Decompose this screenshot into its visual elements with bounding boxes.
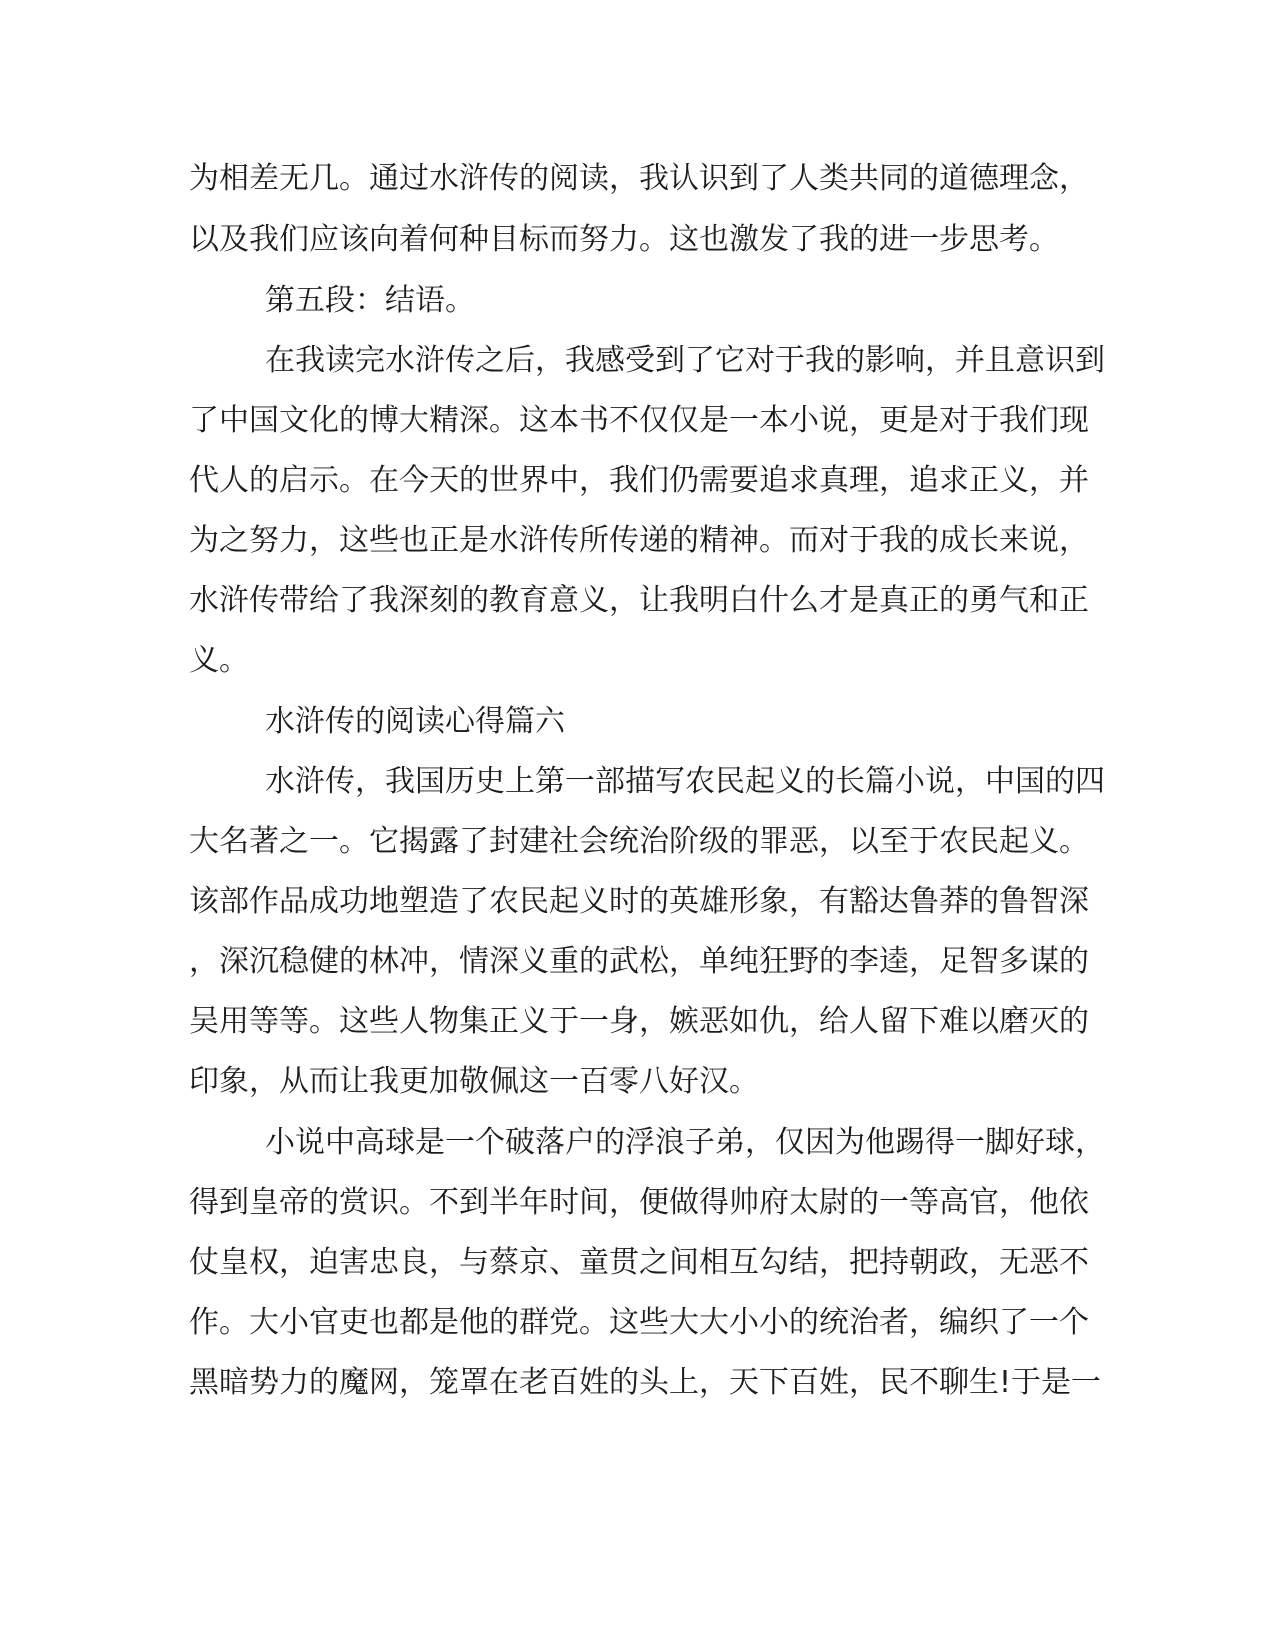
paragraph-line: 水浒传带给了我深刻的教育意义，让我明白什么才是真正的勇气和正 (189, 583, 1089, 618)
paragraph-line: 吴用等等。这些人物集正义于一身，嫉恶如仇，给人留下难以磨灭的 (189, 1004, 1089, 1039)
paragraph-line: 了中国文化的博大精深。这本书不仅仅是一本小说，更是对于我们现 (189, 403, 1089, 438)
paragraph-line: 为之努力，这些也正是水浒传所传递的精神。而对于我的成长来说， (189, 523, 1089, 558)
paragraph-line: 在我读完水浒传之后，我感受到了它对于我的影响，并且意识到 (265, 343, 1105, 378)
paragraph-line: 作。大小官吏也都是他的群党。这些大大小小的统治者，编织了一个 (189, 1305, 1089, 1340)
article-title: 水浒传的阅读心得篇六 (265, 704, 565, 739)
paragraph-line: 大名著之一。它揭露了封建社会统治阶级的罪恶，以至于农民起义。 (189, 824, 1089, 859)
paragraph-line: 义。 (189, 643, 249, 678)
paragraph-line: 为相差无几。通过水浒传的阅读，我认识到了人类共同的道德理念， (189, 161, 1089, 196)
paragraph-line: ，深沉稳健的林冲，情深义重的武松，单纯狂野的李逵，足智多谋的 (189, 944, 1089, 979)
paragraph-line: 印象，从而让我更加敬佩这一百零八好汉。 (189, 1064, 759, 1099)
paragraph-line: 水浒传，我国历史上第一部描写农民起义的长篇小说，中国的四 (265, 764, 1105, 799)
paragraph-line: 得到皇帝的赏识。不到半年时间，便做得帅府太尉的一等高官，他依 (189, 1185, 1089, 1220)
section-heading: 第五段：结语。 (265, 283, 475, 318)
paragraph-line: 仗皇权，迫害忠良，与蔡京、童贯之间相互勾结，把持朝政，无恶不 (189, 1245, 1089, 1280)
paragraph-line: 黑暗势力的魔网，笼罩在老百姓的头上，天下百姓，民不聊生!于是一 (189, 1365, 1102, 1400)
paragraph-line: 该部作品成功地塑造了农民起义时的英雄形象，有豁达鲁莽的鲁智深 (189, 884, 1089, 919)
paragraph-line: 代人的启示。在今天的世界中，我们仍需要追求真理，追求正义，并 (189, 463, 1089, 498)
paragraph-line: 以及我们应该向着何种目标而努力。这也激发了我的进一步思考。 (189, 222, 1059, 257)
paragraph-line: 小说中高球是一个破落户的浮浪子弟，仅因为他踢得一脚好球， (265, 1125, 1105, 1160)
